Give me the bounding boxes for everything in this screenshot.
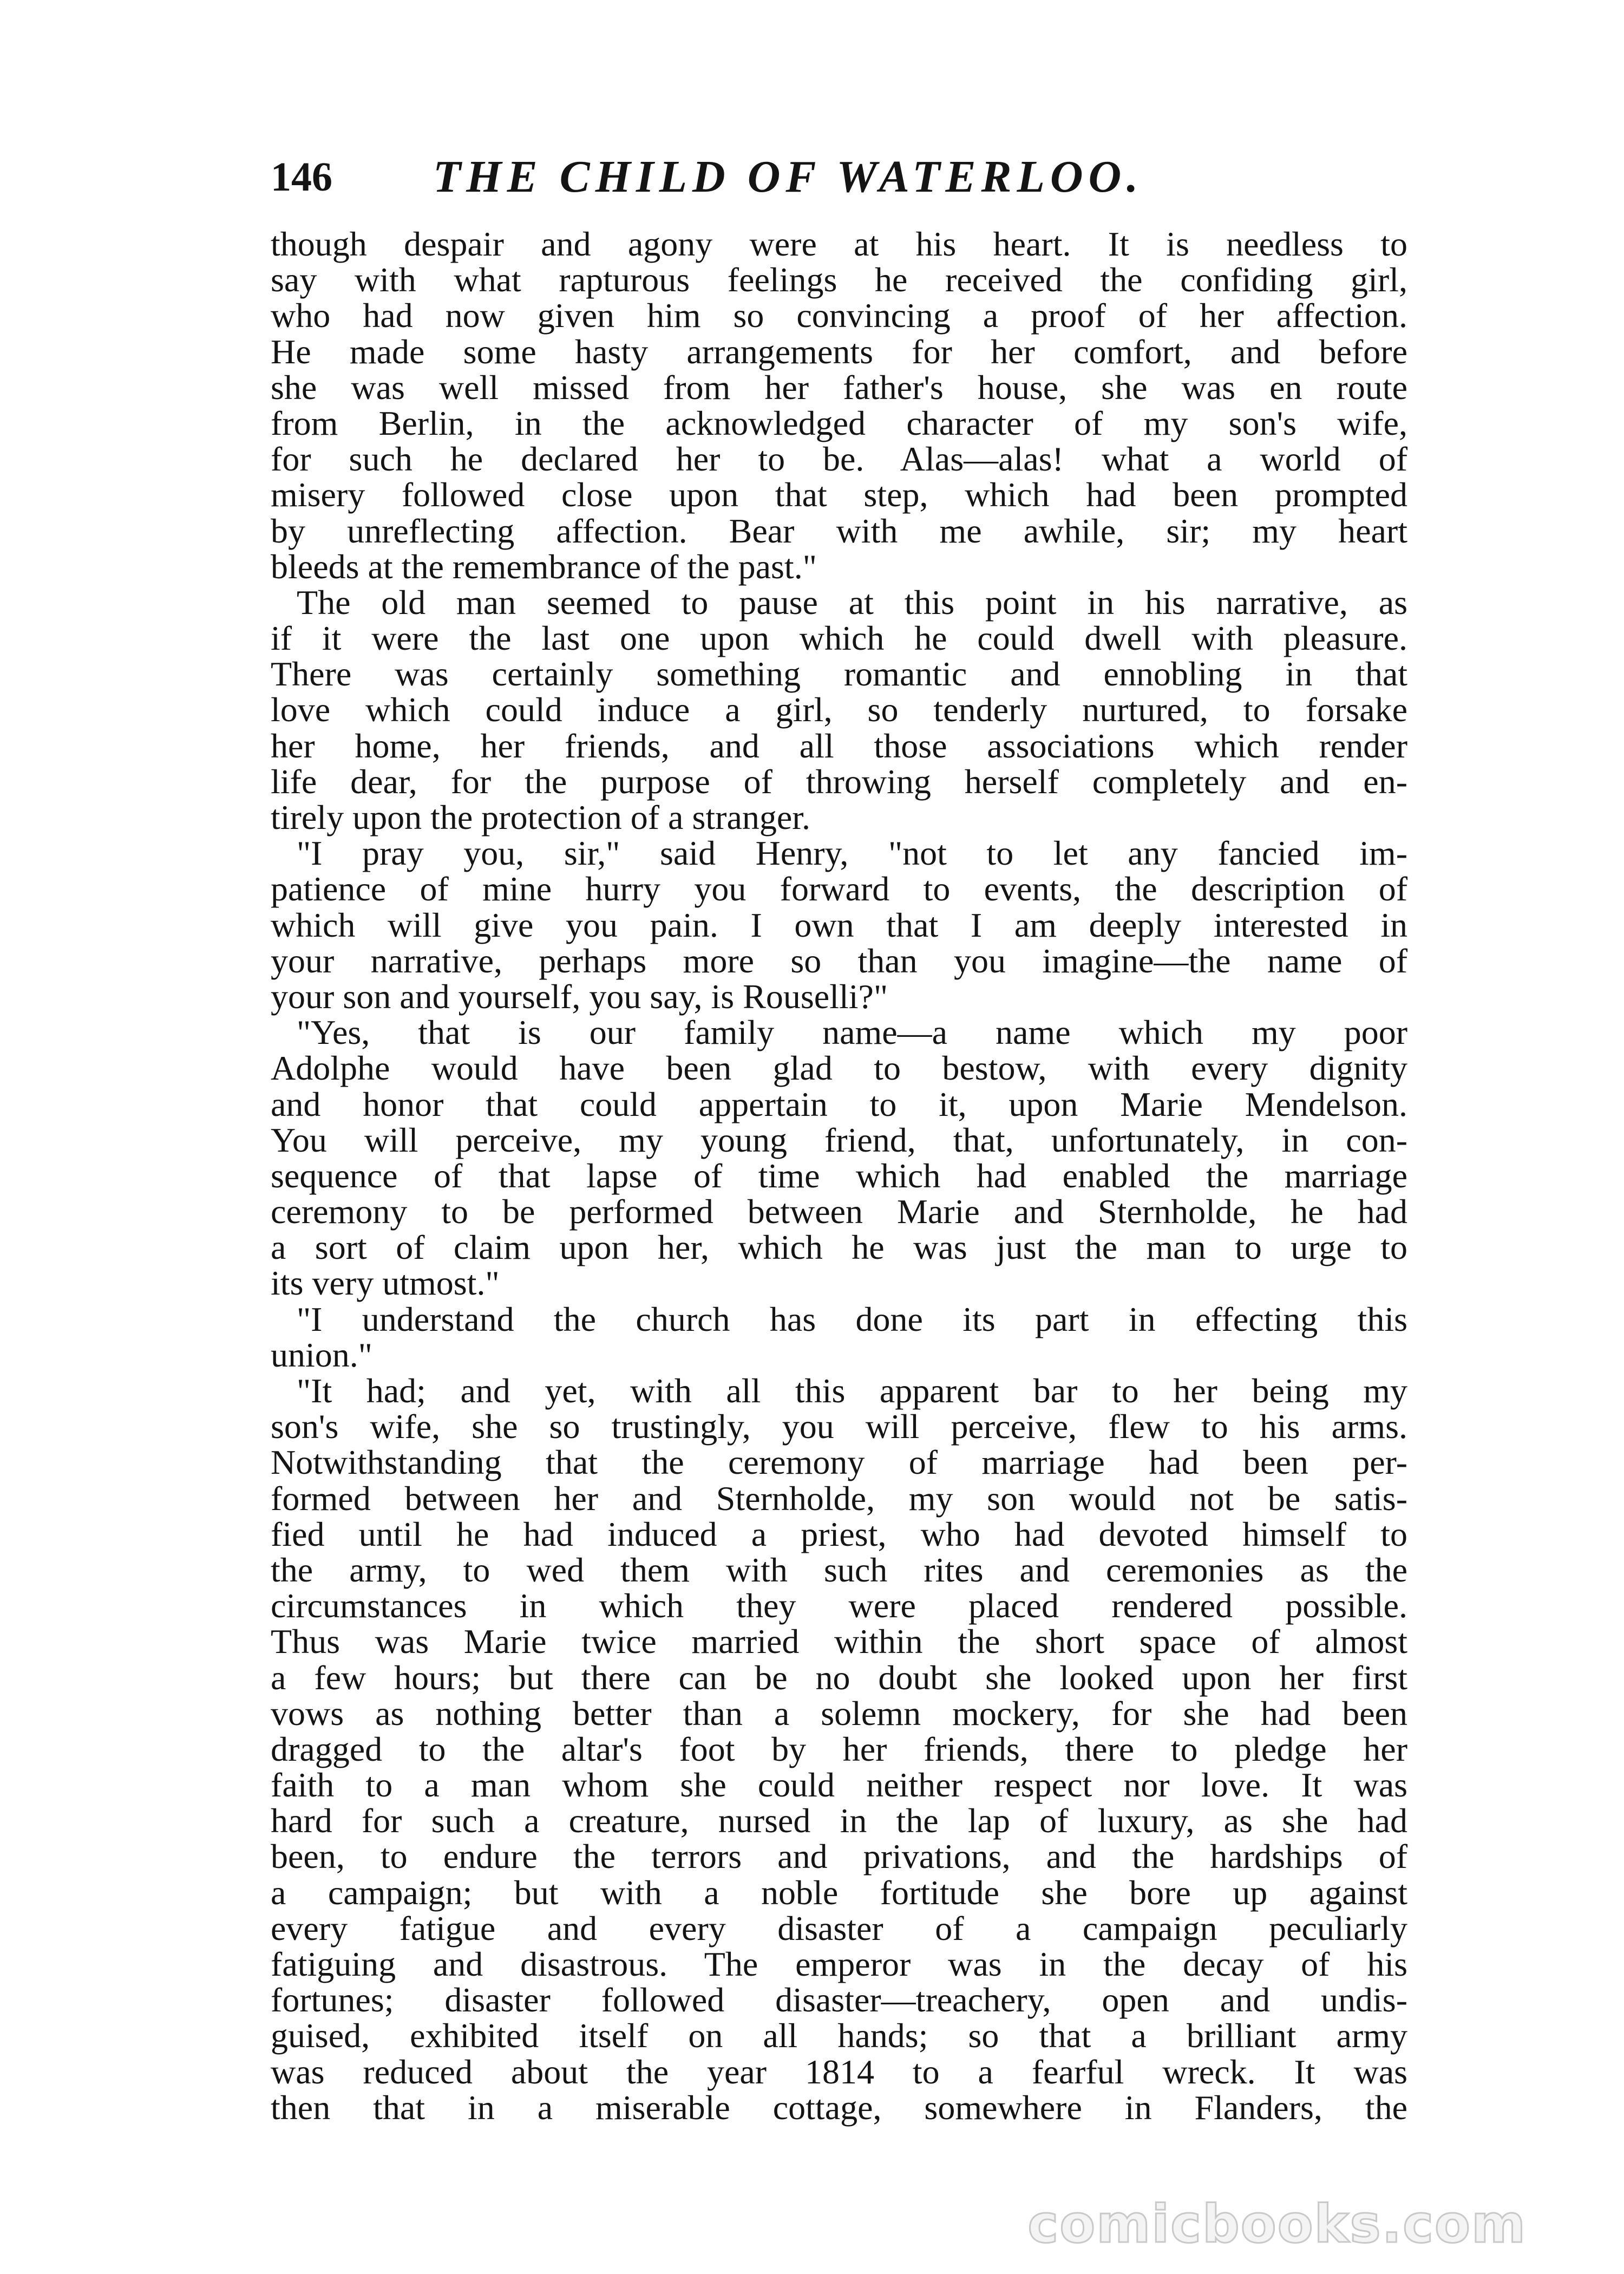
text-line: vows as nothing better than a solemn mockery, for she had been (271, 1694, 1407, 1733)
text-line: life dear, for the purpose of throwing herself completely and en- (271, 762, 1407, 801)
running-title: THE CHILD OF WATERLOO. (433, 152, 1144, 202)
text-line: from Berlin, in the acknowledged character of my son's wife, (271, 403, 1407, 442)
text-line: she was well missed from her father's house, she was en route (271, 368, 1407, 407)
text-line: faith to a man whom she could neither respect nor love. It was (271, 1766, 1407, 1805)
text-line: if it were the last one upon which he could dwell with pleasure. (271, 619, 1407, 658)
text-line: fortunes; disaster followed disaster—treachery, open and undis- (271, 1981, 1407, 2020)
text-line: circumstances in which they were placed rendered possible. (271, 1586, 1407, 1625)
text-line: "I pray you, sir," said Henry, "not to let any fancied im- (297, 834, 1407, 873)
text-line: though despair and agony were at his heart. It is needless to (271, 225, 1407, 263)
body-text (271, 226, 1407, 2126)
page-number: 146 (271, 154, 332, 200)
text-line: been, to endure the terrors and privations, and the hardships of (271, 1837, 1407, 1876)
text-line: "I understand the church has done its part in effecting this (297, 1299, 1407, 1338)
watermark: comicbooks.com (1027, 2194, 1527, 2255)
text-line: who had now given him so convincing a proof of her affection. (271, 296, 1407, 335)
text-line: fatiguing and disastrous. The emperor was in the decay of his (271, 1945, 1407, 1983)
text-line: its very utmost." (271, 1264, 500, 1303)
text-line: misery followed close upon that step, which had been prompted (271, 475, 1407, 514)
text-line: union." (271, 1335, 372, 1374)
text-line: for such he declared her to be. Alas—alas! what a world of (271, 440, 1407, 479)
text-line: formed between her and Sternholde, my son would not be satis- (271, 1479, 1407, 1518)
page-header (271, 147, 1407, 207)
text-line: was reduced about the year 1814 to a fearful wreck. It was (271, 2052, 1407, 2091)
text-line: love which could induce a girl, so tenderly nurtured, to forsake (271, 690, 1407, 729)
text-line: then that in a miserable cottage, somewhere in Flanders, the (271, 2088, 1407, 2127)
text-line: He made some hasty arrangements for her comfort, and before (271, 332, 1407, 371)
text-line: dragged to the altar's foot by her friends, there to pledge her (271, 1729, 1407, 1768)
text-line: patience of mine hurry you forward to events, the description of (271, 870, 1407, 909)
text-line: say with what rapturous feelings he received the confiding girl, (271, 260, 1407, 299)
text-line: tirely upon the protection of a stranger. (271, 798, 811, 837)
text-line: There was certainly something romantic and ennobling in that (271, 655, 1407, 694)
text-line: Adolphe would have been glad to bestow, with every dignity (271, 1049, 1407, 1088)
text-line: The old man seemed to pause at this point in his narrative, as (297, 583, 1407, 622)
text-line: guised, exhibited itself on all hands; so that a brilliant army (271, 2016, 1407, 2055)
text-line: son's wife, she so trustingly, you will perceive, flew to his arms. (271, 1407, 1407, 1446)
text-line: and honor that could appertain to it, upon Marie Mendelson. (271, 1084, 1407, 1123)
text-line: a campaign; but with a noble fortitude she bore up against (271, 1873, 1407, 1912)
text-line: Notwithstanding that the ceremony of marriage had been per- (271, 1443, 1407, 1482)
text-line: bleeds at the remembrance of the past." (271, 547, 817, 586)
text-line: your narrative, perhaps more so than you imagine—the name of (271, 941, 1407, 980)
text-line: by unreflecting affection. Bear with me awhile, sir; my heart (271, 511, 1407, 550)
text-line: a few hours; but there can be no doubt she looked upon her first (271, 1658, 1407, 1697)
text-line: your son and yourself, you say, is Rouselli?" (271, 977, 888, 1016)
text-line: sequence of that lapse of time which had enabled the marriage (271, 1156, 1407, 1195)
text-line: Thus was Marie twice married within the short space of almost (271, 1622, 1407, 1661)
text-line: the army, to wed them with such rites and ceremonies as the (271, 1550, 1407, 1589)
text-line: "It had; and yet, with all this apparent bar to her being my (297, 1371, 1407, 1410)
text-line: a sort of claim upon her, which he was just the man to urge to (271, 1228, 1407, 1267)
text-line: her home, her friends, and all those associations which render (271, 726, 1407, 765)
text-line: You will perceive, my young friend, that, unfortunately, in con- (271, 1120, 1407, 1159)
text-line: every fatigue and every disaster of a campaign peculiarly (271, 1909, 1407, 1948)
text-line: hard for such a creature, nursed in the lap of luxury, as she had (271, 1801, 1407, 1840)
text-line: fied until he had induced a priest, who had devoted himself to (271, 1514, 1407, 1553)
text-line: ceremony to be performed between Marie and Sternholde, he had (271, 1192, 1407, 1231)
text-line: which will give you pain. I own that I am deeply interested in (271, 905, 1407, 944)
text-line: "Yes, that is our family name—a name which my poor (297, 1013, 1407, 1052)
